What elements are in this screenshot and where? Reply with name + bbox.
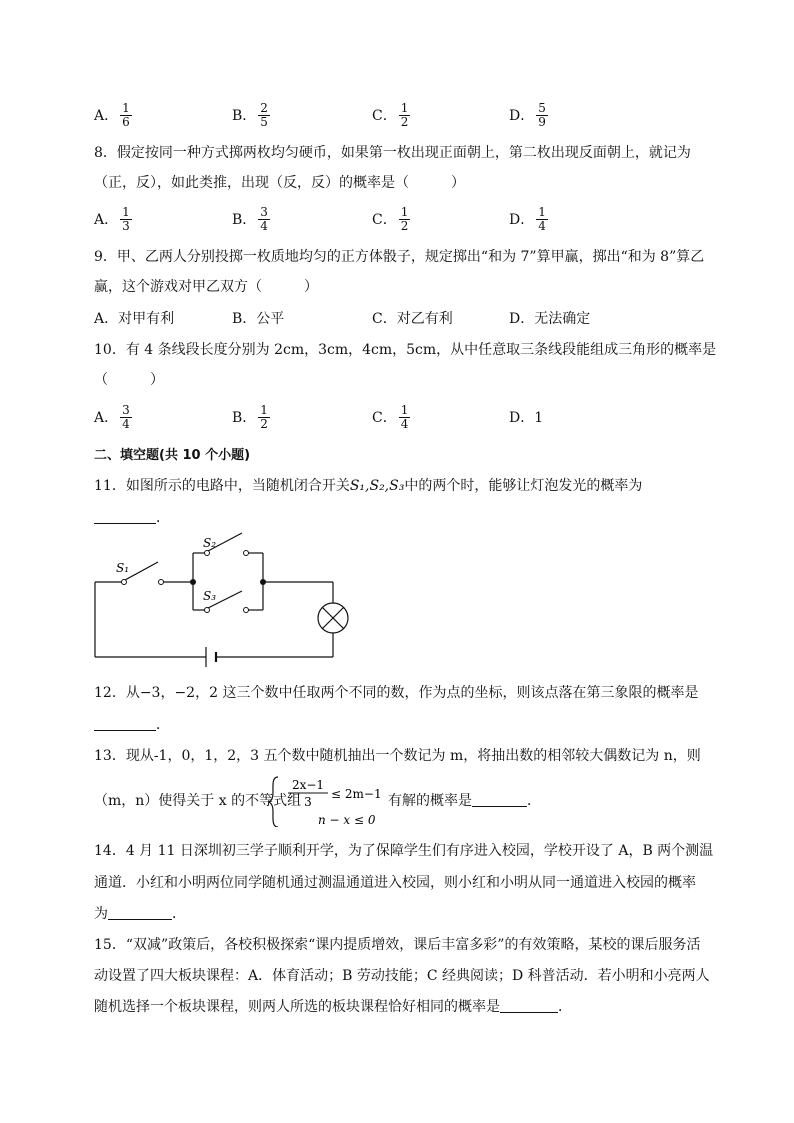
q14-stem-line2: 通道．小红和小明两位同学随机通过测温通道进入校园，则小红和小明从同一通道进入校园的概率 <box>94 875 696 891</box>
q8-stem-line2: （正，反），如此类推，出现（反，反）的概率是（ ） <box>94 175 465 191</box>
q14-end: ． <box>172 906 186 922</box>
q12-end: ． <box>156 717 170 733</box>
section-title: 二、填空题(共 10 个小题) <box>94 448 251 463</box>
ineq2: n − x ≤ 0 <box>318 813 376 827</box>
s1-contact-right <box>159 580 164 585</box>
numerator: 1 <box>122 204 130 219</box>
denominator: 6 <box>122 114 130 129</box>
switch-s1-blade <box>125 562 158 580</box>
numerator: 3 <box>122 402 130 417</box>
q13-stem-line2-pre: （m，n）使得关于 x 的不等式组 <box>94 793 302 809</box>
numerator: 3 <box>260 204 268 219</box>
q13-stem-line1: 13．现从-1，0，1，2，3 五个数中随机抽出一个数记为 m，将抽出数的相邻较大偶数记为 n，则 <box>94 748 701 764</box>
q13-text-post: 有解的概率是 <box>388 793 472 809</box>
q9-option-b: B．公平 <box>232 311 285 327</box>
q15-stem-line2: 动设置了四大板块课程：A．体育活动；B 劳动技能；C 经典阅读；D 科普活动．若小明和小亮两人 <box>94 968 710 984</box>
q11-text-pre: 11．如图所示的电路中，当随机闭合开关 <box>94 478 350 494</box>
q15-end: ． <box>558 999 572 1015</box>
option-label: C． <box>372 108 397 124</box>
label-s2: S₂ <box>203 536 217 550</box>
q9-stem-line2: 赢，这个游戏对甲乙双方（ ） <box>94 279 318 295</box>
denominator: 4 <box>400 416 409 431</box>
numerator: 1 <box>400 204 409 219</box>
option-label: A． <box>94 410 119 426</box>
denominator: 4 <box>122 416 130 431</box>
q12-stem-line2 <box>94 715 170 735</box>
option-label: B． <box>232 410 257 426</box>
numerator: 5 <box>538 100 546 115</box>
q11-switches: S₁,S₂,S₃ <box>349 478 405 494</box>
q9-option-c: C．对乙有利 <box>372 311 453 327</box>
answer-blank[interactable] <box>500 998 558 1013</box>
answer-blank[interactable] <box>94 716 156 731</box>
answer-blank[interactable] <box>472 792 527 807</box>
q13-end: ． <box>527 793 541 809</box>
q11-text-post: 中的两个时，能够让灯泡发光的概率为 <box>404 478 643 494</box>
denominator: 9 <box>538 114 546 129</box>
label-s3: S₃ <box>203 589 217 603</box>
numerator: 1 <box>260 402 268 417</box>
junction-left <box>190 579 196 585</box>
q8-stem-line1: 8．假定按同一种方式掷两枚均匀硬币，如果第一枚出现正面朝上，第二枚出现反面朝上，就记为 <box>94 145 691 161</box>
q14-stem-line3 <box>94 904 186 924</box>
q14-stem-line1: 14．4 月 11 日深圳初三学子顺利开学，为了保障学生们有序进入校园，学校开设了 A，B 两个测温 <box>94 843 714 859</box>
q11-end: ． <box>156 510 170 526</box>
denominator: 2 <box>260 416 268 431</box>
numerator: 1 <box>400 100 409 115</box>
option-label: D． <box>509 212 535 228</box>
q9-option-a: A．对甲有利 <box>94 311 175 327</box>
q10-stem-line2: （ ） <box>94 372 164 388</box>
q15-text-pre: 随机选择一个板块课程，则两人所选的板块课程恰好相同的概率是 <box>94 999 500 1015</box>
s2-contact-left <box>205 551 210 556</box>
q10-stem-line1: 10．有 4 条线段长度分别为 2cm，3cm，4cm，5cm，从中任意取三条线段能组成三角形的概率是 <box>94 342 717 358</box>
s3-contact-left <box>205 608 210 613</box>
option-label: A． <box>94 212 119 228</box>
denominator: 2 <box>400 218 409 233</box>
s2-contact-right <box>244 551 249 556</box>
option-label: B． <box>232 108 257 124</box>
s1-contact-left <box>122 580 127 585</box>
numerator: 2 <box>260 100 268 115</box>
option-label: C． <box>372 212 397 228</box>
label-s1: S₁ <box>116 561 130 575</box>
q10-option-d: D．1 <box>509 410 544 426</box>
option-label: C． <box>372 410 397 426</box>
denominator: 5 <box>260 114 268 129</box>
option-label: B． <box>232 212 257 228</box>
numerator: 1 <box>400 402 409 417</box>
numerator: 1 <box>122 100 130 115</box>
ineq1-rhs: ≤ 2m−1 <box>331 787 382 801</box>
system-brace <box>269 777 278 827</box>
denominator: 3 <box>122 218 130 233</box>
s3-contact-right <box>244 608 249 613</box>
denominator: 4 <box>260 218 268 233</box>
numerator: 1 <box>538 204 546 219</box>
junction-right <box>260 579 266 585</box>
q14-text-pre: 为 <box>94 906 108 922</box>
q9-option-d: D．无法确定 <box>509 311 591 327</box>
answer-blank[interactable] <box>108 905 172 920</box>
ineq1-denominator: 3 <box>304 795 312 809</box>
option-label: A． <box>94 108 119 124</box>
ineq1-numerator: 2x−1 <box>291 778 325 792</box>
q15-stem-line1: 15．“双减”政策后，各校积极探索“课内提质增效，课后丰富多彩”的有效策略，某校的课后服务活 <box>94 937 701 953</box>
denominator: 2 <box>400 114 409 129</box>
option-label: D． <box>509 108 535 124</box>
q9-stem-line1: 9．甲、乙两人分别投掷一枚质地均匀的正方体骰子，规定掷出“和为 7”算甲赢，掷出“和为 8”算乙 <box>94 249 705 265</box>
q15-stem-line3 <box>94 997 572 1017</box>
denominator: 4 <box>538 218 546 233</box>
inequality-system <box>268 775 388 827</box>
q12-stem-line1: 12．从−3，−2，2 这三个数中任取两个不同的数，作为点的坐标，则该点落在第三象限的概率是 <box>94 685 699 701</box>
q13-stem-line2-post <box>388 791 541 811</box>
